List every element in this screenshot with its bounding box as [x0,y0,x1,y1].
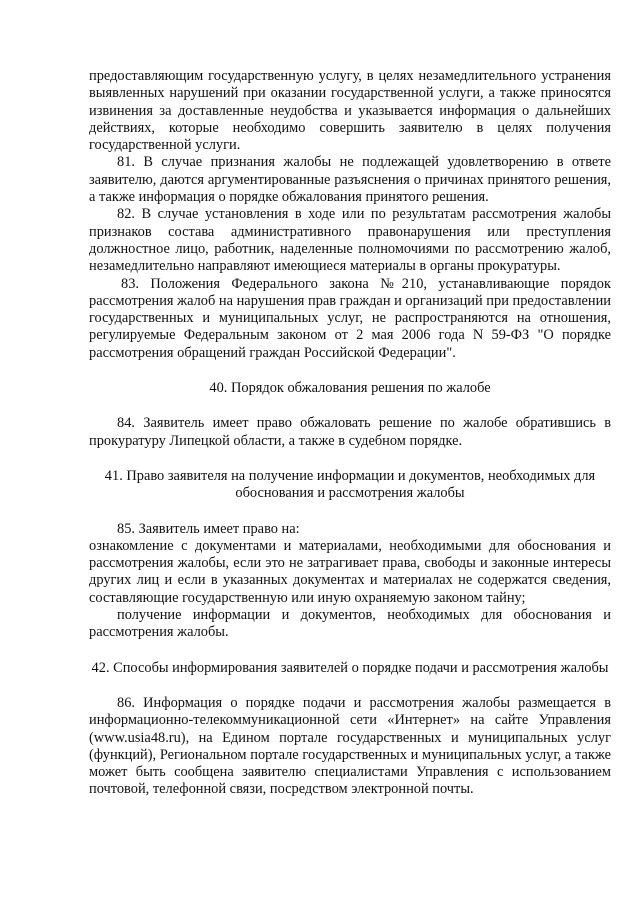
paragraph-85-item-b: получение информации и документов, необходимых для обоснования и рассмотрения жалобы. [89,607,611,641]
document-page [89,68,611,799]
paragraph-85-intro: 85. Заявитель имеет право на: [117,520,300,537]
paragraph-83: 83. Положения Федерального закона №210, устанавливающие порядок рассмотрения жалоб на нарушения прав граждан и организаций при предоставлении государственных и муниципальных услуг, не распространяются на отношения, регулируемые Федеральным законом от 2 мая 2006 года N 59-ФЗ "О порядке рассмотрения обращений граждан Российской Федерации". [89,275,611,361]
paragraph-81: 81. В случае признания жалобы не подлежащей удовлетворению в ответе заявителю, даются аргументированные разъяснения о причинах принятого решения, а также информация о порядке обжалования принятого решения. [89,154,611,206]
paragraph-82: 82. В случае установления в ходе или по результатам рассмотрения жалобы признаков состава административного правонарушения или преступления должностное лицо, работник, наделенные полномочиями по рассмотрению жалоб, незамедлительно направляют имеющиеся материалы в органы прокуратуры. [89,206,611,275]
paragraph-continuation: предоставляющим государственную услугу, в целях незамедлительного устранения выявленных нарушений при оказании государственной услуги, а также приносятся извинения за доставленные неудобства и указывается информация о дальнейших действиях, которые необходимо совершить заявителю в целях получения государственной услуги. [89,68,611,154]
paragraph-85-item-a: ознакомление с документами и материалами, необходимыми для обоснования и рассмотрения жалобы, если это не затрагивает права, свободы и законные интересы других лиц и если в указанных документах и материалах не содержатся сведения, составляющие государственную или иную охраняемую законом тайну; [89,537,611,606]
section-heading-42: 42. Способы информирования заявителей о порядке подачи и рассмотрения жалобы [91,659,609,676]
section-heading-40: 40. Порядок обжалования решения по жалобе [209,380,491,397]
paragraph-84: 84. Заявитель имеет право обжаловать решение по жалобе обратившись в прокуратуру Липецкой области, а также в судебном порядке. [89,415,611,449]
section-heading-41: 41. Право заявителя на получение информации и документов, необходимых для обоснования и рассмотрения жалобы [104,467,596,502]
paragraph-86: 86. Информация о порядке подачи и рассмотрения жалобы размещается в информационно-телекоммуникационной сети «Интернет» на сайте Управления (www.usia48.ru), на Едином портале государственных и муниципальных услуг (функций), Региональном портале государственных и муниципальных услуг, а также может быть сообщена заявителю специалистами Управления с использованием почтовой, телефонной связи, посредством электронной почты. [89,694,611,798]
